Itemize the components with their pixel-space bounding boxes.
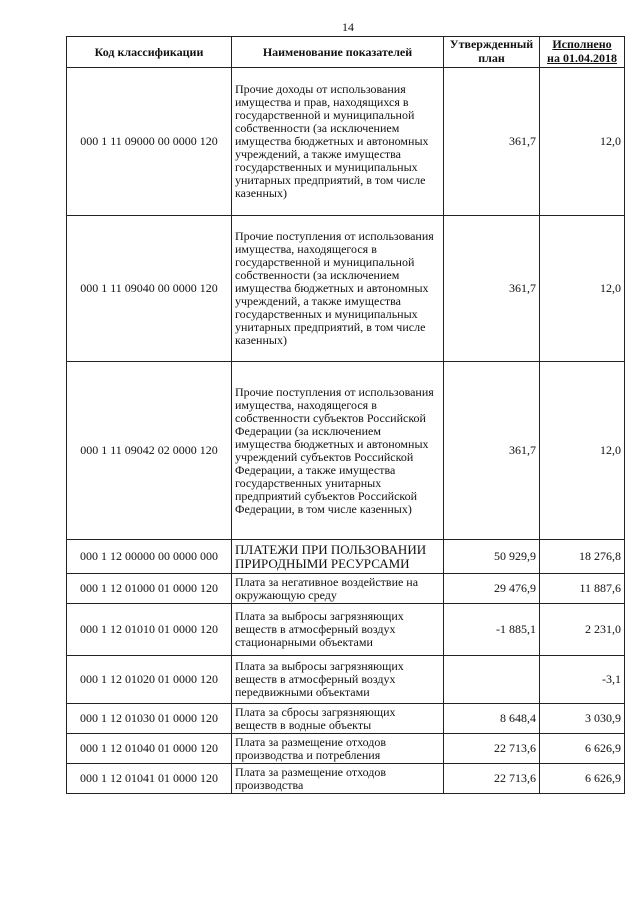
header-plan-line2: план [478, 51, 505, 65]
header-code: Код классификации [67, 37, 232, 68]
row-executed: 12,0 [540, 68, 625, 216]
row-code: 000 1 12 01000 01 0000 120 [67, 574, 232, 604]
row-name: Плата за негативное воздействие на окружающую среду [232, 574, 444, 604]
row-plan [444, 656, 540, 704]
page-number: 14 [342, 20, 354, 34]
table-row [67, 540, 625, 574]
row-code: 000 1 11 09040 00 0000 120 [67, 216, 232, 362]
row-executed: 12,0 [540, 362, 625, 540]
header-plan [444, 37, 540, 68]
table-row [67, 764, 625, 794]
budget-table [66, 36, 625, 794]
row-plan: 22 713,6 [444, 764, 540, 794]
header-name: Наименование показателей [232, 37, 444, 68]
row-plan: 29 476,9 [444, 574, 540, 604]
row-executed: 12,0 [540, 216, 625, 362]
row-code: 000 1 12 01040 01 0000 120 [67, 734, 232, 764]
header-plan-line1: Утвержденный [449, 37, 534, 51]
row-name: Прочие поступления от использования имущества, находящегося в государственной и муниципальной собственности (за исключением имущества бюджетных и автономных учреждений, а также имущества государственных и муниципальных унитарных предприятий, в том числе казенных) [232, 216, 444, 362]
row-code: 000 1 12 00000 00 0000 000 [67, 540, 232, 574]
row-executed: 11 887,6 [540, 574, 625, 604]
row-executed: -3,1 [540, 656, 625, 704]
table-row [67, 574, 625, 604]
table-row [67, 656, 625, 704]
row-plan: 50 929,9 [444, 540, 540, 574]
row-code: 000 1 12 01030 01 0000 120 [67, 704, 232, 734]
header-executed [540, 37, 625, 68]
table-row [67, 68, 625, 216]
row-executed: 2 231,0 [540, 604, 625, 656]
table-header-row [67, 37, 625, 68]
row-code: 000 1 11 09042 02 0000 120 [67, 362, 232, 540]
row-name: Плата за выбросы загрязняющих веществ в атмосферный воздух передвижными объектами [232, 656, 444, 704]
table-row [67, 362, 625, 540]
row-executed: 6 626,9 [540, 734, 625, 764]
row-plan: -1 885,1 [444, 604, 540, 656]
row-code: 000 1 12 01041 01 0000 120 [67, 764, 232, 794]
row-name: ПЛАТЕЖИ ПРИ ПОЛЬЗОВАНИИ ПРИРОДНЫМИ РЕСУРСАМИ [232, 540, 444, 574]
header-exec-line1: Исполнено [552, 37, 612, 51]
row-executed: 3 030,9 [540, 704, 625, 734]
row-executed: 6 626,9 [540, 764, 625, 794]
row-name: Плата за размещение отходов производства и потребления [232, 734, 444, 764]
table-row [67, 604, 625, 656]
row-name: Плата за размещение отходов производства [232, 764, 444, 794]
row-plan: 8 648,4 [444, 704, 540, 734]
header-exec-line2: на 01.04.2018 [547, 51, 617, 65]
row-executed: 18 276,8 [540, 540, 625, 574]
row-name: Прочие доходы от использования имущества и прав, находящихся в государственной и муниципальной собственности (за исключением имущества бюджетных и автономных учреждений, а также имущества государственных и муниципальных унитарных предприятий, в том числе казенных) [232, 68, 444, 216]
table-row [67, 734, 625, 764]
row-name: Прочие поступления от использования имущества, находящегося в собственности субъектов Российской Федерации (за исключением имущества бюджетных и автономных учреждений субъектов Российской Федерации, а также имущества государственных унитарных предприятий субъектов Российской Федерации, в том числе казенных) [232, 362, 444, 540]
row-plan: 361,7 [444, 362, 540, 540]
row-plan: 361,7 [444, 216, 540, 362]
row-code: 000 1 12 01020 01 0000 120 [67, 656, 232, 704]
row-plan: 361,7 [444, 68, 540, 216]
row-code: 000 1 11 09000 00 0000 120 [67, 68, 232, 216]
row-name: Плата за сбросы загрязняющих веществ в водные объекты [232, 704, 444, 734]
table-row [67, 704, 625, 734]
row-name: Плата за выбросы загрязняющих веществ в атмосферный воздух стационарными объектами [232, 604, 444, 656]
row-code: 000 1 12 01010 01 0000 120 [67, 604, 232, 656]
row-plan: 22 713,6 [444, 734, 540, 764]
table-row [67, 216, 625, 362]
